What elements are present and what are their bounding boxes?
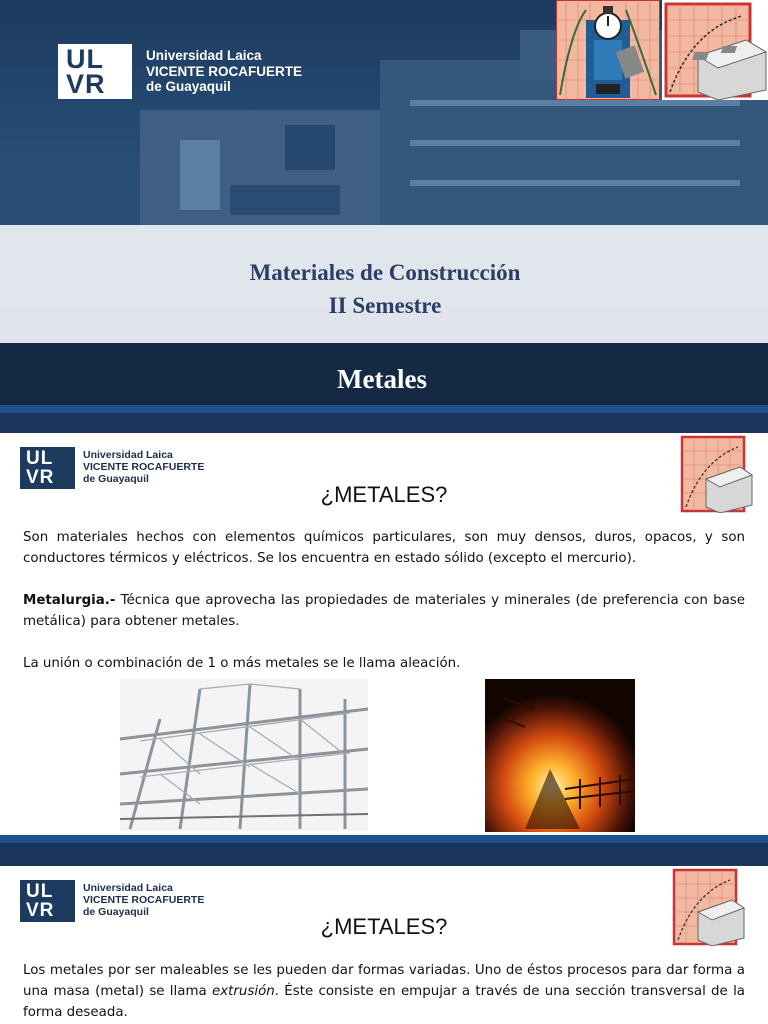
- topic-title: Metales: [337, 364, 427, 394]
- foundry-image: [485, 679, 635, 832]
- stress-strain-block-icon: [662, 0, 768, 100]
- paragraph-definition: Son materiales hechos con elementos químicos particulares, son muy densos, duros, opacos, y son conductores térmicos y eléctricos. Se los encuentra en estado sólido (excepto el mercurio).: [23, 530, 745, 566]
- paragraph-aleacion: La unión o combinación de 1 o más metales se le llama aleación.: [23, 656, 461, 671]
- university-logo: UL VR: [58, 44, 132, 99]
- paragraph-metalurgia: Metalurgia.- Técnica que aprovecha las propiedades de materiales y minerales (de preferencia con base metálica) para obtener metales.: [23, 593, 745, 629]
- steel-structure-image: [120, 679, 368, 831]
- term-extrusion: extrusión: [211, 984, 275, 999]
- slide-divider: [0, 835, 768, 866]
- slide-heading: ¿METALES?: [320, 914, 448, 939]
- hardness-tester-icon: [556, 0, 660, 100]
- university-logo: UL VR: [20, 880, 75, 922]
- university-name: Universidad Laica VICENTE ROCAFUERTE de Guayaquil: [83, 882, 205, 918]
- cover-slide: [0, 0, 768, 433]
- university-name: Universidad Laica VICENTE ROCAFUERTE de Guayaquil: [83, 449, 205, 485]
- slide-metales-2: [0, 866, 768, 1024]
- slide-metales-1: [0, 433, 768, 835]
- divider-band: [0, 413, 768, 433]
- slide-heading: ¿METALES?: [320, 482, 448, 507]
- term-metalurgia: Metalurgia.-: [23, 593, 116, 608]
- accent-stripe: [0, 405, 768, 413]
- university-name: Universidad Laica VICENTE ROCAFUERTE de Guayaquil: [146, 48, 303, 94]
- paragraph-extrusion: Los metales por ser maleables se les pueden dar formas variadas. Uno de éstos procesos para dar forma a una masa (metal) se llama extrusión. Éste consiste en empujar a través de una sección transversal de la forma deseada.: [23, 963, 745, 1020]
- university-logo: UL VR: [20, 447, 75, 489]
- course-title: Materiales de Construcción II Semestre: [249, 260, 521, 318]
